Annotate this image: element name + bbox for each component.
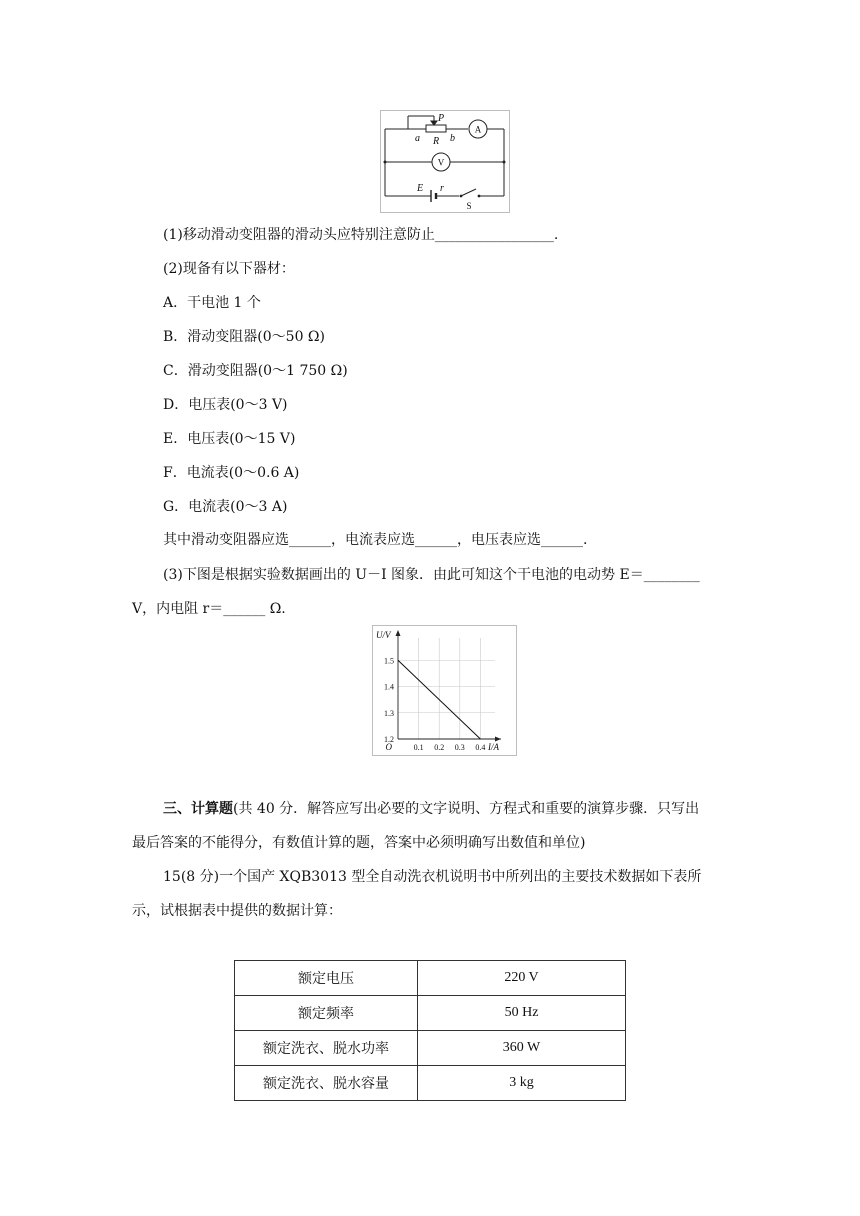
section-3-heading-rest: (共 40 分．解答应写出必要的文字说明、方程式和重要的演算步骤．只写出 (233, 801, 700, 817)
section-3-line-2: 最后答案的不能得分，有数值计算的题，答案中必须明确写出数值和单位) (132, 835, 586, 851)
question-1: (1)移动滑动变阻器的滑动头应特别注意防止_________________. (163, 227, 559, 243)
option-e: E．电压表(0～15 V) (163, 431, 296, 447)
spec-key: 额定洗衣、脱水容量 (235, 1066, 418, 1101)
circuit-svg (381, 111, 509, 212)
y-tick-label: 1.4 (384, 682, 394, 692)
y-axis-label: U/V (376, 630, 391, 640)
spec-value: 360 W (418, 1031, 626, 1066)
label-S: S (466, 201, 472, 211)
question-3-line-2: V，内电阻 r＝______ Ω. (132, 601, 286, 617)
option-d: D．电压表(0～3 V) (163, 397, 288, 413)
x-axis-arrow (495, 737, 501, 742)
y-tick-label: 1.3 (384, 708, 394, 718)
spec-value: 50 Hz (418, 996, 626, 1031)
x-tick-label: 0.4 (475, 743, 486, 752)
label-E: E (417, 183, 424, 194)
label-R: R (433, 136, 440, 147)
ui-chart (372, 625, 517, 756)
question-2: (2)现备有以下器材： (163, 261, 295, 277)
x-tick-label: 0.2 (434, 743, 445, 752)
table-row (235, 1031, 626, 1066)
label-a: a (415, 133, 420, 144)
y-axis-arrow (396, 630, 401, 636)
select-line: 其中滑动变阻器应选______，电流表应选______，电压表应选______. (163, 532, 588, 548)
spec-value: 3 kg (418, 1066, 626, 1101)
table-row (235, 961, 626, 996)
spec-key: 额定电压 (235, 961, 418, 996)
section-3-heading: 三、计算题 (163, 801, 233, 817)
label-A: A (474, 124, 482, 135)
spec-key: 额定洗衣、脱水功率 (235, 1031, 418, 1066)
option-b: B．滑动变阻器(0～50 Ω) (163, 329, 325, 345)
label-r: r (440, 183, 444, 194)
label-b: b (450, 133, 455, 144)
spec-value: 220 V (418, 961, 626, 996)
label-V: V (437, 157, 445, 168)
x-axis-label: I/A (488, 742, 499, 752)
rheostat-symbol (426, 125, 446, 132)
question-15-line-1: 15(8 分)一个国产 XQB3013 型全自动洗衣机说明书中所列出的主要技术数据如下表所 (163, 869, 702, 885)
section-3-heading-line (163, 799, 699, 819)
spec-key: 额定频率 (235, 996, 418, 1031)
table-row (235, 1066, 626, 1101)
table-row (235, 996, 626, 1031)
origin-label: O (385, 742, 392, 752)
option-c: C．滑动变阻器(0～1 750 Ω) (163, 363, 348, 379)
x-tick-label: 0.1 (413, 743, 424, 752)
y-tick-label: 1.5 (384, 656, 394, 666)
question-15-line-2: 示，试根据表中提供的数据计算： (132, 903, 342, 919)
y-tick-label: 1.2 (384, 735, 394, 744)
question-3-line-1: (3)下图是根据实验数据画出的 U－I 图象．由此可知这个干电池的电动势 E＝________ (163, 567, 700, 583)
ui-chart-svg (373, 626, 516, 755)
x-tick-label: 0.3 (454, 743, 465, 752)
circuit-diagram (380, 110, 510, 213)
label-P: P (438, 113, 445, 124)
spec-table (234, 960, 626, 1101)
option-f: F．电流表(0～0.6 A) (163, 465, 300, 481)
option-a: A．干电池 1 个 (163, 295, 261, 311)
switch-symbol (461, 189, 476, 196)
option-g: G．电流表(0～3 A) (163, 499, 288, 515)
